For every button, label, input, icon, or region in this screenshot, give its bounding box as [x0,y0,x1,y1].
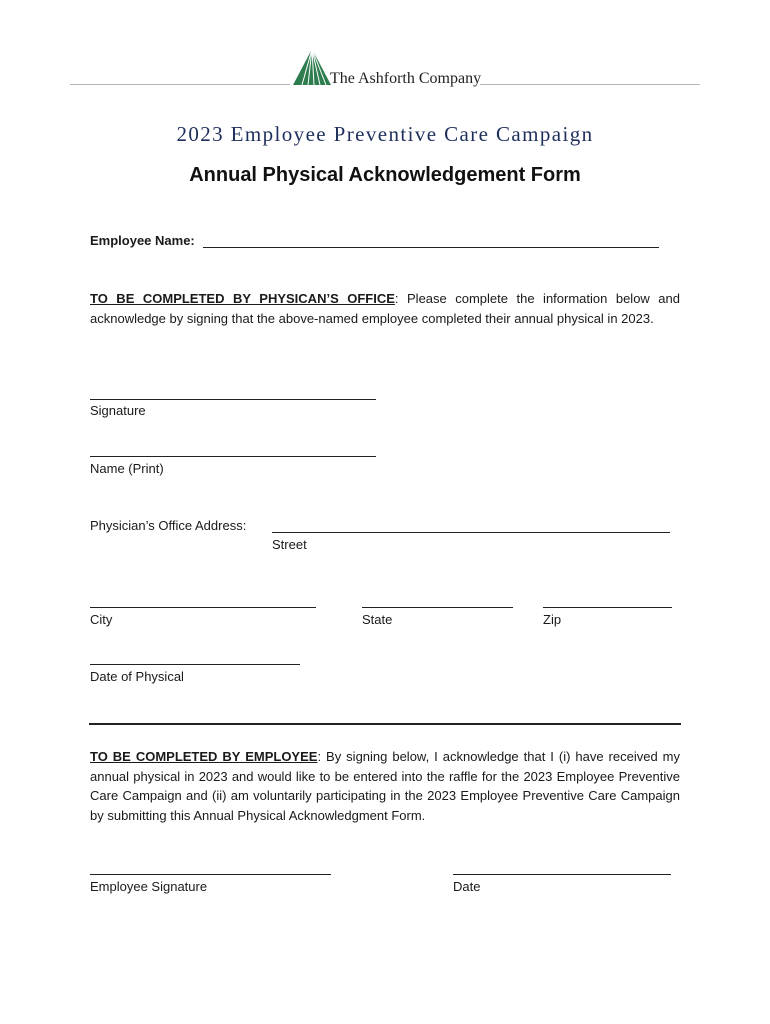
signature-line[interactable] [90,399,376,400]
employee-signature-line[interactable] [90,874,331,875]
physician-section-text: : Please complete the information below and acknowledge by signing that the above-named employee completed their annual physical in 2023. [90,291,680,326]
employee-section-paragraph [90,747,680,825]
campaign-title: 2023 Employee Preventive Care Campaign [176,122,594,146]
form-title: Annual Physical Acknowledgement Form [189,164,581,186]
date-line[interactable] [453,874,671,875]
company-name: The Ashforth Company [330,70,482,87]
date-label: Date [453,879,481,894]
header-rule-left [70,84,290,85]
city-line[interactable] [90,607,316,608]
green-triangle-pyramid-icon [292,48,332,86]
employee-signature-label: Employee Signature [90,879,208,894]
employee-name-label: Employee Name: [90,233,195,248]
name-print-line[interactable] [90,456,376,457]
office-address-label: Physician’s Office Address: [90,518,247,533]
signature-label: Signature [90,403,146,418]
state-line[interactable] [362,607,513,608]
employee-section-text: : By signing below, I acknowledge that I (i) have received my annual physical in 2023 and would like to be entered into the raffle for the 2023 Employee Preventive Care Campaign and (ii) am voluntarily participating in the 2023 Employee Preventive Care Campaign by submitting this Annual Physical Acknowledgment Form. [90,749,680,823]
city-label: City [90,612,113,627]
name-print-label: Name (Print) [90,461,164,476]
street-label: Street [272,537,307,552]
physician-section-paragraph [90,289,680,328]
street-line[interactable] [272,532,670,533]
state-label: State [362,612,393,627]
physician-section-heading: TO BE COMPLETED BY PHYSICAN’S OFFICE [90,291,395,306]
date-of-physical-line[interactable] [90,664,300,665]
employee-section-heading: TO BE COMPLETED BY EMPLOYEE [90,749,318,764]
zip-label: Zip [543,612,562,627]
zip-line[interactable] [543,607,672,608]
date-of-physical-label: Date of Physical [90,669,184,684]
employee-name-line[interactable] [203,247,659,248]
section-divider [89,723,681,725]
header-rule-right [480,84,700,85]
